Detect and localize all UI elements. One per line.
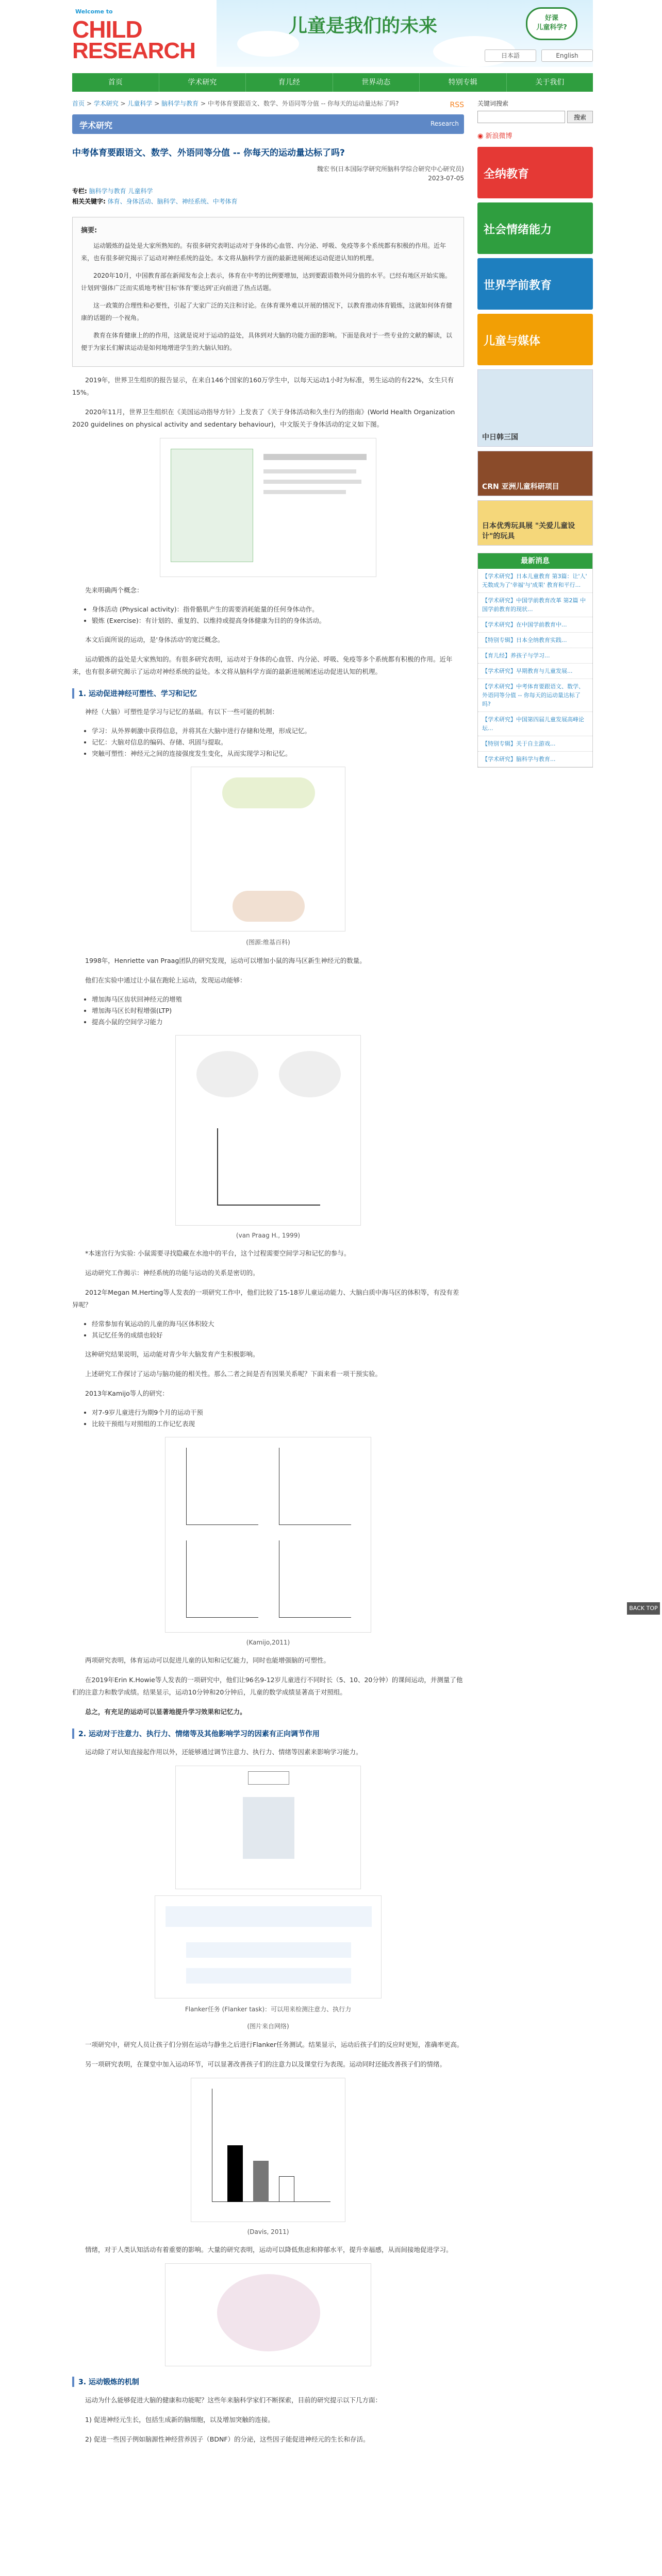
list-item: • 锻炼 (Exercise)：有计划的、重复的、以维持或提高身体健康为目的的身体活动。 — [92, 615, 464, 626]
list-item: • 身体活动 (Physical activity)：指骨骼肌产生的需要消耗能量的任何身体动作。 — [92, 604, 464, 615]
abstract-box — [72, 217, 464, 367]
kamijo-list — [92, 1407, 464, 1430]
abstract-p2: 2020年10月，中国教育部在新闻发布会上表示，体育在中考的比例要增加，达到要跟语数外同分值的水平。已经有地区开始实施。计划到'强体广泛而实质地考核'目标'体育'要达到'正向前进了热点话题。 — [81, 272, 451, 292]
logo-line-2: RESEARCH — [72, 38, 195, 63]
body-p21: 情绪，对于人类认知活动有着重要的影响。大量的研究表明，运动可以降低焦虑和抑郁水平，提升幸福感，从而间接地促进学习。 — [85, 2246, 453, 2253]
nav-world[interactable]: 世界动态 — [333, 73, 420, 92]
definition-list — [92, 604, 464, 626]
weibo-link[interactable]: ◉ 新浪微博 — [477, 132, 512, 140]
news-item[interactable]: 【学术研究】中国第四届儿童发展高峰论坛... — [478, 712, 592, 736]
body-p23: 1) 促进神经元生长，包括生成新的脑细胞，以及增加突触的连接。 — [85, 2416, 274, 2424]
flanker-task-figure — [155, 1895, 382, 1998]
tile-inclusive-education[interactable]: 全纳教育 — [477, 147, 593, 198]
latest-news-title: 最新消息 — [478, 553, 592, 569]
crumb-home[interactable]: 首页 — [72, 100, 85, 107]
list-item: • 经常参加有氧运动的儿童的海马区体积较大 — [92, 1318, 464, 1330]
body-p18: 运动除了对认知直接起作用以外，还能够通过调节注意力、执行力、情绪等因素来影响学习能力。 — [85, 1748, 362, 1756]
article-author: 魏宏书(日本国际学研究所脑科学综合研究中心研究员) — [317, 165, 464, 173]
site-logo[interactable] — [72, 5, 217, 62]
banner-bubble: 好课 儿童科学? — [526, 7, 577, 40]
figure-caption: Flanker任务 (Flanker task)：可以用来检测注意力、执行力 — [185, 2006, 352, 2013]
banner-cjk[interactable]: 中日韩三国 — [477, 369, 593, 447]
crumb-brain-education[interactable]: 脑科学与教育 — [161, 100, 199, 107]
list-item: • 提高小鼠的空间学习能力 — [92, 1016, 464, 1028]
body-p14: 2013年Kamijo等人的研究： — [85, 1389, 169, 1397]
news-item[interactable]: 【学术研究】脑科学与教育... — [478, 752, 592, 767]
banner-crn-asia[interactable]: CRN 亚洲儿童科研项目 — [477, 451, 593, 496]
news-item[interactable]: 【学术研究】在中国学前教育中... — [478, 617, 592, 633]
crumb-research[interactable]: 学术研究 — [93, 100, 119, 107]
tile-social-emotional[interactable]: 社会情绪能力 — [477, 202, 593, 254]
news-item[interactable]: 【特别专辑】关于自主游戏... — [478, 736, 592, 752]
body-p12: 这种研究结果说明，运动能对青少年大脑发育产生积极影响。 — [85, 1350, 259, 1358]
crumb-current: 中考体育要跟语文、数学、外语同等分值 -- 你每天的运动量达标了吗? — [207, 100, 399, 107]
section-more: Research — [430, 120, 459, 127]
crumb-child-science[interactable]: 儿童科学 — [127, 100, 153, 107]
body-p1: 2019年，世界卫生组织的报告显示，在来自146个国家的160万学生中，以每天运动1小时为标准，男生运动的有22%，女生只有15%。 — [72, 376, 454, 396]
search-row — [477, 111, 593, 123]
abstract-p3: 这一政策的合理性和必要性，引起了大家广泛的关注和讨论。在体育课外难以开展的情况下，以教育推动体育锻炼，这就如何体育健康的话题的一个视角。 — [81, 302, 453, 321]
mechanism-list — [92, 725, 464, 759]
abstract-p4: 教育在体育健康上的的作用，这就是说对于运动的益处，具体到对大脑的功能方面的影响。下面是我对于一些专业的文献的解读，以便于为家长们解读运动是如何地增进学生的大脑认知的。 — [81, 332, 453, 351]
body-p4: 本文后面所说的运动，是'身体活动'的宽泛概念。 — [85, 636, 224, 643]
figure-caption: (Kamijo,2011) — [246, 1639, 290, 1646]
news-item[interactable]: 【学术研究】中考体育要跟语文、数学、外语同等分值 -- 你每天的运动量达标了吗? — [478, 679, 592, 712]
figure-caption: (van Praag H., 1999) — [236, 1232, 301, 1239]
sidebar — [477, 99, 593, 768]
back-to-top-button[interactable]: BACK TOP — [627, 1602, 660, 1615]
abstract-title: 摘要: — [81, 227, 97, 234]
list-item: • 学习：从外界刺激中获得信息，并将其在大脑中进行存储和处理，形成记忆。 — [92, 725, 464, 737]
article-meta: 专栏: 脑科学与教育 儿童科学 相关关键字: 体育、身体活动、脑科学、神经系统、中考体育 — [72, 188, 238, 205]
news-item[interactable]: 【育儿经】养孩子与学习... — [478, 648, 592, 664]
article-body — [72, 374, 464, 2446]
list-item: • 增加海马区齿状回神经元的增殖 — [92, 994, 464, 1005]
mouse-experiment-figure — [175, 1035, 361, 1226]
body-p15: 两项研究表明，体育运动可以促进儿童的认知和记忆能力，同时也能增强脑的可塑性。 — [85, 1656, 330, 1664]
latest-news — [477, 553, 593, 768]
page-header — [0, 0, 662, 67]
davis-chart-figure — [191, 2078, 345, 2222]
figure-caption: (Davis, 2011) — [247, 2228, 289, 2235]
tile-children-media[interactable]: 儿童与媒体 — [477, 314, 593, 365]
body-p20: 另一项研究表明，在课堂中加入运动环节，可以显著改善孩子们的注意力以及课堂行为表现。运动同时还能改善孩子们的情绪。 — [85, 2060, 446, 2068]
logo-line-1: CHILD — [72, 16, 142, 43]
article-keywords[interactable]: 体育、身体活动、脑科学、神经系统、中考体育 — [107, 198, 238, 205]
heading-2: 2. 运动对于注意力、执行力、情绪等及其他影响学习的因素有正向调节作用 — [72, 1728, 464, 1739]
news-item[interactable]: 【学术研究】日本儿童教育 第3篇：让'人' 无数成为了'幸福'与'成果' 教育和平行... — [478, 569, 592, 593]
article-byline — [72, 164, 464, 183]
body-p7: 1998年，Henriette van Praag团队的研究发现，运动可以增加小鼠的海马区新生神经元的数量。 — [85, 957, 366, 964]
banner-toy-exhibit[interactable]: 日本优秀玩具展 "关爱儿童设计"的玩具 — [477, 500, 593, 546]
nav-special[interactable]: 特别专辑 — [420, 73, 507, 92]
logo-welcome: Welcome to — [75, 8, 113, 15]
who-guideline-figure — [160, 438, 376, 577]
article-tags[interactable]: 脑科学与教育 儿童科学 — [89, 188, 153, 195]
figure-caption: (图片来自网络) — [247, 2023, 289, 2030]
list-item: • 记忆：大脑对信息的编码、存储、巩固与提取。 — [92, 737, 464, 748]
body-p3: 先来明确两个概念： — [85, 586, 143, 594]
figure-caption: (图源:维基百科) — [246, 939, 290, 946]
findings-list — [92, 994, 464, 1028]
body-p17: 总之，有充足的运动可以显著地提升学习效果和记忆力。 — [85, 1708, 246, 1716]
body-p9: *本迷宫行为实验: 小鼠需要寻找隐藏在水池中的平台，这个过程需要空间学习和记忆的参与。 — [85, 1249, 351, 1257]
body-p19: 一项研究中，研究人员让孩子们分别在运动与静坐之后进行Flanker任务测试。结果显示，运动后孩子们的反应时更短，准确率更高。 — [85, 2041, 464, 2048]
news-item[interactable]: 【特别专辑】日本全纳教育实践... — [478, 633, 592, 648]
body-p6: 神经（大脑）可塑性是学习与记忆的基础。有以下一些可能的机制： — [85, 708, 279, 716]
section-label: 学术研究 — [79, 121, 113, 130]
body-p8: 他们在实验中通过让小鼠在跑轮上运动，发现运动能够： — [85, 976, 246, 984]
banner-slogan: 儿童是我们的未来 — [289, 15, 438, 37]
nav-research[interactable]: 学术研究 — [159, 73, 246, 92]
article-date: 2023-07-05 — [428, 175, 464, 182]
body-p13: 上述研究工作探讨了运动与脑功能的相关性。那么二者之间是否有因果关系呢？下面来看一项干预实验。 — [85, 1370, 382, 1378]
main-nav — [72, 73, 593, 92]
search-button[interactable]: 搜索 — [567, 111, 593, 123]
body-p5: 运动锻炼的益处是大家熟知的。有很多研究表明，运动对于身体的心血管、内分泌、呼吸、免疫等多个系统都有积极的作用。近年来，也有很多研究揭示了运动对神经系统的益处。本文将从脑科学方面的最新进展阐述运动促进认知的机理。 — [72, 655, 453, 675]
search-input[interactable] — [477, 111, 565, 123]
nav-about[interactable]: 关于我们 — [535, 78, 565, 87]
search-label: 关键词搜索 — [477, 100, 509, 107]
abstract-p1: 运动锻炼的益处是大家所熟知的。有很多研究表明运动对于身体的心血管、内分泌、呼吸、免疫等多个系统都有积极的作用。近年来，也有很多研究揭示了运动对神经系统的益处。本文将从脑科学方面的最新进展阐述运动促进认知的机理。 — [81, 242, 446, 262]
cognition-diagram — [175, 1766, 361, 1889]
rss-icon[interactable]: RSS — [450, 101, 464, 109]
brain-illustration — [165, 2263, 371, 2366]
list-item: • 比较干预组与对照组的工作记忆表现 — [92, 1418, 464, 1430]
body-p10: 运动研究工作揭示：神经系统的功能与运动的关系是密切的。 — [85, 1269, 259, 1277]
lang-english-button[interactable]: English — [541, 49, 593, 62]
body-p11: 2012年Megan M.Herting等人发表的一项研究工作中，他们比较了15-18岁儿童运动能力、大脑白质中海马区的体积等，有没有差异呢？ — [72, 1289, 459, 1309]
heading-3: 3. 运动锻炼的机制 — [72, 2377, 464, 2387]
nav-home[interactable]: 首页 — [72, 73, 159, 92]
body-p22: 运动为什么能够促进大脑的健康和功能呢？这些年来脑科学家们不断探索，目前的研究提示以下几方面： — [85, 2396, 382, 2404]
kamijo-chart-figure — [165, 1437, 371, 1633]
body-p16: 在2019年Erin K.Howie等人发表的一项研究中，他们让96名9-12岁儿童进行不同时长（5、10、20分钟）的课间运动，并测量了他们的注意力和数学成绩。结果显示，运动10分钟和20分钟后，儿童的数学成绩显著高于对照组。 — [72, 1676, 463, 1696]
body-p2: 2020年11月，世界卫生组织在《美国运动指导方针》上发表了《关于身体活动和久坐行为的指南》(World Health Organization 2020 guidelines on physical activity and sedentary behaviour)，中文版关于身体活动的定义如下图。 — [72, 408, 455, 428]
list-item: • 对7-9岁儿童进行为期9个月的运动干预 — [92, 1407, 464, 1418]
body-p24: 2) 促进一些因子例如脑源性神经营养因子（BDNF）的分泌，这些因子能促进神经元的生长和存活。 — [85, 2435, 370, 2443]
list-item: • 突触可塑性：神经元之间的连接强度发生变化，从而实现学习和记忆。 — [92, 748, 464, 759]
synapse-figure — [191, 767, 345, 931]
tile-world-preschool[interactable]: 世界学前教育 — [477, 258, 593, 310]
list-item: • 增加海马区长时程增强(LTP) — [92, 1005, 464, 1016]
lang-japanese-button[interactable]: 日本語 — [485, 49, 536, 62]
heading-1: 1. 运动促进神经可塑性、学习和记忆 — [72, 688, 464, 699]
list-item: • 其记忆任务的成绩也较好 — [92, 1330, 464, 1341]
herting-list — [92, 1318, 464, 1341]
news-item[interactable]: 【学术研究】中国学前教育改革 第2篇 中国学前教育的现状... — [478, 593, 592, 617]
nav-parenting[interactable]: 育儿经 — [246, 73, 333, 92]
news-item[interactable]: 【学术研究】早期教育与儿童发展... — [478, 664, 592, 679]
article-title: 中考体育要跟语文、数学、外语同等分值 -- 你每天的运动量达标了吗? — [72, 148, 345, 158]
breadcrumb: 首页 > 学术研究 > 儿童科学 > 脑科学与教育 > 中考体育要跟语文、数学、外语同等分值 -- 你每天的运动量达标了吗? — [72, 100, 399, 107]
